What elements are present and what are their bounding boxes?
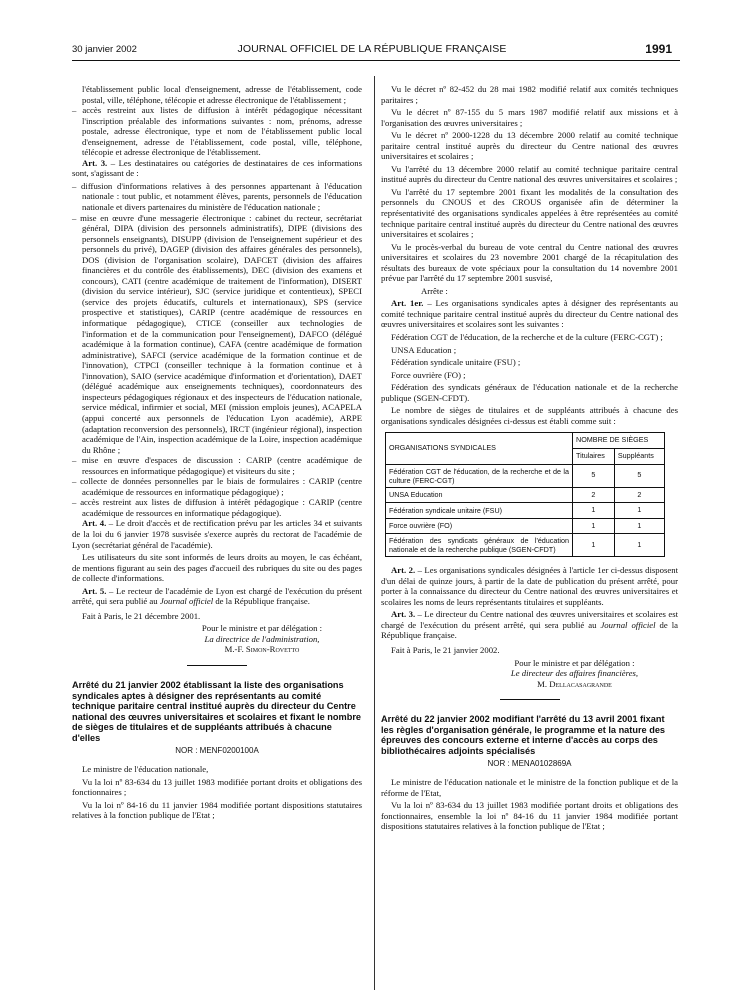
table-header-titulaires: Titulaires [573, 448, 615, 464]
article-1 [381, 298, 678, 330]
table-cell-org: Fédération syndicale unitaire (FSU) [386, 503, 573, 519]
article-label: Art. 1er. [391, 298, 424, 309]
article-text: de la République française. [381, 619, 679, 641]
table-cell-titulaires: 5 [573, 464, 615, 487]
paragraph: Vu le décret nº 82-452 du 28 mai 1982 modifié relatif aux comités techniques paritaires ; [381, 84, 678, 105]
article-label: Art. 5. [82, 585, 107, 596]
nor-reference: NOR : MENA0102869A [487, 758, 572, 768]
paragraph: Vu la loi nº 84-16 du 11 janvier 1984 modifiée portant dispositions statutaires relatives à la fonction publique de l'Etat ; [72, 799, 362, 821]
table-row [386, 503, 665, 519]
signature-name: M.-F. Simon-Rovetto [224, 644, 300, 655]
table-cell-titulaires: 1 [573, 503, 615, 519]
table-header-seats: NOMBRE DE SIÈGES [573, 433, 665, 449]
list-item: – diffusion d'informations relatives à des personnes appartenant à l'éducation nationale : tout public, et notamment élèves, parents, personnels de l'éducation nationale et divers partenaires du ministère de l'éducation nationale ; [72, 180, 362, 213]
journal-title: JOURNAL OFFICIEL DE LA RÉPUBLIQUE FRANÇAISE [237, 43, 507, 55]
article-label: Art. 2. [391, 565, 416, 576]
list-item: – accès restreint aux listes de diffusion à intérêt pédagogique nécessitant l'inscription préalable des informations suivantes : nom, prénoms, adresse postale, adresse électronique, type et nom de l'établissement public local d'enseignement, adresse de l'établissement, code postal, ville, téléphone, télécopie et adresse électronique de l'établissement. [72, 105, 362, 158]
table-cell-org: Fédération CGT de l'éducation, de la recherche et de la culture (FERC-CGT) [386, 464, 573, 487]
list-item: – mise en œuvre d'une messagerie électronique : cabinet du recteur, secrétariat général, DIPA (division des personnels administratifs), DIPE (divisions des personnels enseignants), DISUPP (division de l'enseignement supérieur et des personnels du privé), DAGEP (division des affaires générales des personnels), DOS (division de l'organisation scolaire), DAFCET (division des affaires financières et du contrôle des établissements), DEC (division des examens et concours), CATI (centre académique de traitement de l'information), DISERT (division du service intérieur), SJC (service juridique et contentieux), SPECI (service des projets éducatifs, culturels et internationaux), SPS (service prospective et statistiques), CARIP (centre académique de ressources en informatique pédagogique), CTICE (conseiller aux technologies de l'information et de la communication pour l'enseignement), DAFCO (délégué académique à la formation continue), CAFA (centre académique de formation administrative), SAFCI (service académique de la formation continue et de l'innovation), CTPCI (conseiller technique à la formation continue et à l'innovation), SAIO (service académique d'information et d'orientation), DAET (délégué académique aux enseignements techniques), coordonnateurs des inspecteurs pédagogiques régionaux et des inspecteurs de l'éducation nationale, service médical, infirmier et social, MEI (mission emplois jeunes), ACAPELA (appui concerté aux personnels de l'éducation Lyon académie), ARPE (adaptation reconversion des personnels), IRCT (ingénieur régional), inspection académique de l'Ain, inspection académique de la Loire, inspection académique du Rhône ; [72, 212, 362, 455]
list-item: – mise en œuvre d'espaces de discussion : CARIP (centre académique de ressources en informatique pédagogique) et visiteurs du site ; [72, 455, 362, 476]
date-line: Fait à Paris, le 21 décembre 2001. [82, 610, 201, 621]
decree-title: Arrêté du 22 janvier 2002 modifiant l'arrêté du 13 avril 2001 fixant les règles d'organisation générale, le programme et la nature des épreuves des concours externe et interne d'accès au corps des bibliothécaires adjoints spécialisés [381, 714, 666, 756]
article-text: – Le recteur de l'académie de Lyon est chargé de l'exécution du présent arrêté, qui sera publié au [72, 585, 362, 607]
journal-ref: Journal officiel [159, 596, 214, 607]
column-separator [374, 76, 375, 990]
article-3 [72, 158, 362, 179]
page-header [72, 40, 672, 60]
paragraph: Le ministre de l'éducation nationale, [82, 764, 209, 775]
left-column [72, 84, 362, 823]
paragraph: Le nombre de sièges de titulaires et de suppléants attribués à chacune des organisations syndicales désignées ci-dessus est établi comme suit : [381, 405, 678, 426]
table-row [386, 518, 665, 534]
article-label: Art. 3. [82, 157, 108, 168]
divider [500, 699, 560, 700]
header-rule [72, 60, 680, 61]
table-cell-org: UNSA Education [386, 487, 573, 503]
article-3-right [381, 609, 678, 641]
table-header-org: ORGANISATIONS SYNDICALES [386, 433, 573, 464]
article-text: – Les organisations syndicales désignées à l'article 1er ci-dessus disposent d'un délai de quinze jours, à partir de la date de publication du présent arrêté, pour porter à la connaissance du directeur du Centre national des œuvres universitaires et scolaires les noms de leurs représentants titulaires et suppléants. [381, 565, 678, 607]
signature-line: Pour le ministre et par délégation : [514, 657, 635, 668]
paragraph: Vu le procès-verbal du bureau de vote central du Centre national des œuvres universitaires et scolaires du 23 novembre 2001 chargé de la récapitulation des résultats des bureaux de vote spéciaux pour la consultation du 14 novembre 2001 prévue par l'arrêté du 17 septembre 2001 susvisé, [381, 241, 678, 284]
table-row [386, 534, 665, 557]
table-cell-org: Fédération des syndicats généraux de l'éducation nationale et de la recherche publique (SGEN-CFDT) [386, 534, 573, 557]
signature-name: M. Dellacasagrande [537, 678, 612, 689]
paragraph: Fédération CGT de l'éducation, de la recherche et de la culture (FERC-CGT) ; [391, 332, 663, 343]
paragraph: Vu le décret nº 2000-1228 du 13 décembre 2000 relatif au comité technique paritaire central institué auprès du directeur du Centre national des œuvres universitaires et scolaires ; [381, 130, 678, 162]
table-row [386, 464, 665, 487]
paragraph: Les utilisateurs du site sont informés de leurs droits au moyen, le cas échéant, de mentions figurant au sein des pages d'accueil des rubriques du site ou des pages de collecte d'informations. [72, 552, 362, 584]
table-cell-titulaires: 2 [573, 487, 615, 503]
article-2 [381, 565, 678, 607]
paragraph: Fédération des syndicats généraux de l'éducation nationale et de la recherche publique (SGEN-CFDT). [381, 382, 678, 403]
table-cell-titulaires: 1 [573, 518, 615, 534]
table-header-suppleants: Suppléants [614, 448, 664, 464]
article-text: – Les organisations syndicales aptes à désigner des représentants au comité technique paritaire central institué auprès du directeur du Centre national des œuvres universitaires et scolaires sont les suivantes : [381, 298, 678, 330]
page-number: 1991 [645, 42, 672, 56]
divider [187, 665, 247, 666]
table-cell-titulaires: 1 [573, 534, 615, 557]
paragraph: Fédération syndicale unitaire (FSU) ; [391, 357, 521, 368]
table-cell-suppleants: 1 [614, 534, 664, 557]
article-text: – Le droit d'accès et de rectification prévu par les articles 34 et suivants de la loi du 6 janvier 1978 susvisée s'exerce auprès du rectorat de l'académie de Lyon (secrétariat général de l'académie). [72, 518, 362, 550]
paragraph: Vu la loi nº 83-634 du 13 juillet 1983 modifiée portant droits et obligations des fonctionnaires, ensemble la loi nº 84-16 du 11 janvier 1984 modifiée portant dispositions statutaires relatives à la fonction publique de l'Etat ; [381, 800, 678, 832]
seats-table [385, 432, 665, 557]
arrete-line: Arrête : [421, 285, 448, 296]
paragraph: UNSA Education ; [391, 344, 457, 355]
table-cell-suppleants: 1 [614, 503, 664, 519]
paragraph: Force ouvrière (FO) ; [391, 369, 466, 380]
paragraph: Vu l'arrêté du 17 septembre 2001 fixant les modalités de la consultation des personnels du CNOUS et des CROUS organisée afin de déterminer la représentativité des organisations syndicales appelées à être représentées au comité technique paritaire central institué auprès du directeur du Centre national des œuvres universitaires et scolaires ; [381, 186, 678, 240]
list-item: – accès restreint aux listes de diffusion à intérêt pédagogique : CARIP (centre académique de ressources en informatique pédagogique). [72, 497, 362, 518]
table-row [386, 487, 665, 503]
nor-reference: NOR : MENF0200100A [175, 745, 259, 755]
article-4 [72, 518, 362, 550]
list-item: – collecte de données personnelles par le biais de formulaires : CARIP (centre académique de ressources en informatique pédagogique) ; [72, 476, 362, 497]
journal-ref: Journal officiel [600, 619, 656, 630]
article-5 [72, 586, 362, 607]
right-column [381, 84, 678, 834]
decree-title: Arrêté du 21 janvier 2002 établissant la liste des organisations syndicales aptes à désigner des représentants au comité technique paritaire central institué auprès du directeur du Centre national des œuvres universitaires et scolaires et fixant le nombre de sièges de titulaires et de suppléants attribués à chacune d'elles [72, 679, 361, 743]
table-cell-suppleants: 1 [614, 518, 664, 534]
date-line: Fait à Paris, le 21 janvier 2002. [391, 644, 500, 655]
signature-line: Pour le ministre et par délégation : [201, 623, 323, 634]
signature-title: La directrice de l'administration, [204, 633, 320, 644]
table-cell-suppleants: 2 [614, 487, 664, 503]
paragraph: Le ministre de l'éducation nationale et le ministre de la fonction publique et de la réforme de l'Etat, [381, 777, 678, 798]
article-label: Art. 3. [391, 609, 416, 620]
article-label: Art. 4. [82, 518, 107, 529]
paragraph: l'établissement public local d'enseignement, adresse de l'établissement, code postal, ville, téléphone, télécopie et adresse électronique de l'établissement ; [82, 84, 362, 105]
signature-title: Le directeur des affaires financières, [510, 668, 639, 679]
table-cell-org: Force ouvrière (FO) [386, 518, 573, 534]
paragraph: Vu la loi nº 83-634 du 13 juillet 1983 modifiée portant droits et obligations des fonctionnaires ; [72, 776, 362, 798]
table-cell-suppleants: 5 [614, 464, 664, 487]
article-text: – Les destinataires ou catégories de destinataires de ces informations sont, s'agissant de : [72, 157, 362, 179]
paragraph: Vu l'arrêté du 13 décembre 2000 relatif au comité technique paritaire central institué auprès du directeur du Centre national des œuvres universitaires et scolaires ; [381, 163, 678, 185]
article-text: – Le directeur du Centre national des œuvres universitaires et scolaires est chargé de l'exécution du présent arrêté, qui sera publié au [381, 609, 678, 630]
paragraph: Vu le décret nº 87-155 du 5 mars 1987 modifié relatif aux missions et à l'organisation des œuvres universitaires ; [381, 107, 678, 128]
header-date: 30 janvier 2002 [72, 44, 137, 55]
article-text: de la République française. [213, 596, 310, 607]
